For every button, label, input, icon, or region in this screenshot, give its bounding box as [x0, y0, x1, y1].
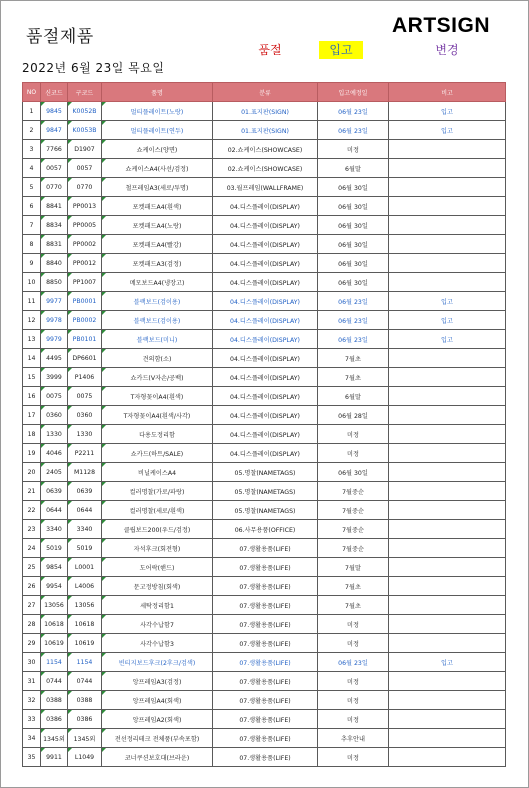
- category-cell: 04.디스플레이(DISPLAY): [213, 197, 318, 216]
- expected-date-cell: 7월초: [318, 368, 389, 387]
- out-of-stock-table: [22, 82, 506, 767]
- table-row: [23, 254, 506, 273]
- table-row: [23, 520, 506, 539]
- expected-date-cell: 06월 23일: [318, 102, 389, 121]
- expected-date-cell: 미정: [318, 444, 389, 463]
- table-row: [23, 330, 506, 349]
- category-cell: 04.디스플레이(DISPLAY): [213, 330, 318, 349]
- new-code-cell: 0388: [41, 691, 68, 710]
- product-name-cell: 문고정방침(회색): [102, 577, 213, 596]
- remark-cell: [389, 425, 506, 444]
- remark-cell: [389, 159, 506, 178]
- remark-cell: 입고: [389, 311, 506, 330]
- remark-cell: [389, 254, 506, 273]
- remark-cell: [389, 406, 506, 425]
- category-cell: 05.명찰(NAMETAGS): [213, 501, 318, 520]
- table-row: [23, 615, 506, 634]
- row-number-cell: 3: [23, 140, 41, 159]
- old-code-cell: 0075: [68, 387, 102, 406]
- remark-cell: [389, 729, 506, 748]
- row-number-cell: 33: [23, 710, 41, 729]
- remark-cell: [389, 520, 506, 539]
- remark-cell: [389, 463, 506, 482]
- old-code-cell: L1049: [68, 748, 102, 767]
- new-code-cell: 8850: [41, 273, 68, 292]
- report-date: 2022년 6월 23일 목요일: [22, 61, 165, 75]
- category-cell: 07.생활용품(LIFE): [213, 672, 318, 691]
- legend-restocked: 입고: [319, 41, 363, 59]
- expected-date-cell: 7월초: [318, 349, 389, 368]
- table-row: [23, 121, 506, 140]
- old-code-cell: PB0101: [68, 330, 102, 349]
- expected-date-cell: 미정: [318, 615, 389, 634]
- old-code-cell: 1345외: [68, 729, 102, 748]
- column-header: NO: [23, 83, 41, 102]
- remark-cell: [389, 596, 506, 615]
- old-code-cell: 0770: [68, 178, 102, 197]
- row-number-cell: 4: [23, 159, 41, 178]
- row-number-cell: 14: [23, 349, 41, 368]
- new-code-cell: 8831: [41, 235, 68, 254]
- product-name-cell: 자석후크(회전형): [102, 539, 213, 558]
- row-number-cell: 23: [23, 520, 41, 539]
- product-name-cell: 쇼케이스A4(사선/검정): [102, 159, 213, 178]
- product-name-cell: 멀티플레이트(연두): [102, 121, 213, 140]
- category-cell: 07.생활용품(LIFE): [213, 558, 318, 577]
- product-name-cell: 철프레임A3(세로/투명): [102, 178, 213, 197]
- row-number-cell: 15: [23, 368, 41, 387]
- column-header: 신코드: [41, 83, 68, 102]
- row-number-cell: 25: [23, 558, 41, 577]
- product-name-cell: 컬러명찰(세로/흰색): [102, 501, 213, 520]
- expected-date-cell: 7월초: [318, 596, 389, 615]
- table-row: [23, 634, 506, 653]
- remark-cell: [389, 197, 506, 216]
- table-row: [23, 140, 506, 159]
- row-number-cell: 30: [23, 653, 41, 672]
- product-name-cell: 쇼카드(하트/SALE): [102, 444, 213, 463]
- expected-date-cell: 6월말: [318, 159, 389, 178]
- row-number-cell: 6: [23, 197, 41, 216]
- remark-cell: [389, 577, 506, 596]
- remark-cell: [389, 235, 506, 254]
- old-code-cell: 10619: [68, 634, 102, 653]
- column-header: 비고: [389, 83, 506, 102]
- row-number-cell: 24: [23, 539, 41, 558]
- table-row: [23, 577, 506, 596]
- product-name-cell: 컬러명찰(가로/파랑): [102, 482, 213, 501]
- row-number-cell: 22: [23, 501, 41, 520]
- remark-cell: 입고: [389, 330, 506, 349]
- table-row: [23, 387, 506, 406]
- column-header: 품명: [102, 83, 213, 102]
- expected-date-cell: 7월중순: [318, 539, 389, 558]
- category-cell: 05.명찰(NAMETAGS): [213, 463, 318, 482]
- table-row: [23, 653, 506, 672]
- product-name-cell: 사각수납함7: [102, 615, 213, 634]
- product-name-cell: 포켓패드A3(검정): [102, 254, 213, 273]
- product-name-cell: 세탁정리함1: [102, 596, 213, 615]
- new-code-cell: 9954: [41, 577, 68, 596]
- product-name-cell: 블랙보드(검이용): [102, 292, 213, 311]
- remark-cell: [389, 349, 506, 368]
- new-code-cell: 2405: [41, 463, 68, 482]
- product-name-cell: 비닐케이스A4: [102, 463, 213, 482]
- category-cell: 04.디스플레이(DISPLAY): [213, 254, 318, 273]
- category-cell: 04.디스플레이(DISPLAY): [213, 368, 318, 387]
- new-code-cell: 10619: [41, 634, 68, 653]
- table-row: [23, 273, 506, 292]
- table-row: [23, 425, 506, 444]
- expected-date-cell: 7월말: [318, 558, 389, 577]
- expected-date-cell: 추후안내: [318, 729, 389, 748]
- expected-date-cell: 06월 30일: [318, 463, 389, 482]
- remark-cell: [389, 748, 506, 767]
- product-name-cell: 포켓패드A4(노랑): [102, 216, 213, 235]
- new-code-cell: 5019: [41, 539, 68, 558]
- row-number-cell: 31: [23, 672, 41, 691]
- expected-date-cell: 7월중순: [318, 482, 389, 501]
- table-row: [23, 501, 506, 520]
- old-code-cell: K0052B: [68, 102, 102, 121]
- legend-changed: 변경: [435, 43, 459, 57]
- old-code-cell: P2211: [68, 444, 102, 463]
- expected-date-cell: 미정: [318, 634, 389, 653]
- product-name-cell: 쇼카드(V자손/공백): [102, 368, 213, 387]
- row-number-cell: 13: [23, 330, 41, 349]
- category-cell: 04.디스플레이(DISPLAY): [213, 406, 318, 425]
- expected-date-cell: 미정: [318, 425, 389, 444]
- remark-cell: [389, 710, 506, 729]
- table-row: [23, 482, 506, 501]
- table-row: [23, 729, 506, 748]
- remark-cell: 입고: [389, 292, 506, 311]
- expected-date-cell: 06월 28일: [318, 406, 389, 425]
- remark-cell: [389, 482, 506, 501]
- new-code-cell: 4046: [41, 444, 68, 463]
- new-code-cell: 10618: [41, 615, 68, 634]
- row-number-cell: 32: [23, 691, 41, 710]
- brand-logo: ARTSIGN: [392, 14, 490, 37]
- category-cell: 07.생활용품(LIFE): [213, 691, 318, 710]
- column-header: 구코드: [68, 83, 102, 102]
- category-cell: 04.디스플레이(DISPLAY): [213, 273, 318, 292]
- category-cell: 07.생활용품(LIFE): [213, 539, 318, 558]
- table-row: [23, 539, 506, 558]
- row-number-cell: 29: [23, 634, 41, 653]
- category-cell: 07.생활용품(LIFE): [213, 634, 318, 653]
- remark-cell: [389, 615, 506, 634]
- row-number-cell: 5: [23, 178, 41, 197]
- table-row: [23, 311, 506, 330]
- category-cell: 07.생활용품(LIFE): [213, 653, 318, 672]
- old-code-cell: P1406: [68, 368, 102, 387]
- product-name-cell: 포켓패드A4(빨강): [102, 235, 213, 254]
- category-cell: 04.디스플레이(DISPLAY): [213, 387, 318, 406]
- new-code-cell: 0770: [41, 178, 68, 197]
- category-cell: 07.생활용품(LIFE): [213, 596, 318, 615]
- category-cell: 07.생활용품(LIFE): [213, 710, 318, 729]
- product-name-cell: 블랙보드(검이용): [102, 311, 213, 330]
- table-row: [23, 159, 506, 178]
- remark-cell: [389, 634, 506, 653]
- table-row: [23, 672, 506, 691]
- row-number-cell: 1: [23, 102, 41, 121]
- category-cell: 02.쇼케이스(SHOWCASE): [213, 159, 318, 178]
- old-code-cell: 0360: [68, 406, 102, 425]
- expected-date-cell: 06월 30일: [318, 197, 389, 216]
- expected-date-cell: 06월 30일: [318, 178, 389, 197]
- product-name-cell: 견의함(소): [102, 349, 213, 368]
- new-code-cell: 0386: [41, 710, 68, 729]
- category-cell: 04.디스플레이(DISPLAY): [213, 425, 318, 444]
- product-name-cell: 포켓패드A4(흰색): [102, 197, 213, 216]
- page-title: 품절제품: [26, 27, 94, 47]
- expected-date-cell: 7월초: [318, 577, 389, 596]
- old-code-cell: 3340: [68, 520, 102, 539]
- new-code-cell: 9854: [41, 558, 68, 577]
- expected-date-cell: 06월 23일: [318, 121, 389, 140]
- table-row: [23, 558, 506, 577]
- old-code-cell: PP0013: [68, 197, 102, 216]
- table-row: [23, 368, 506, 387]
- row-number-cell: 16: [23, 387, 41, 406]
- product-name-cell: 쇼케이스(양면): [102, 140, 213, 159]
- new-code-cell: 9847: [41, 121, 68, 140]
- old-code-cell: 0639: [68, 482, 102, 501]
- new-code-cell: 9845: [41, 102, 68, 121]
- table-row: [23, 596, 506, 615]
- row-number-cell: 19: [23, 444, 41, 463]
- old-code-cell: PP1007: [68, 273, 102, 292]
- remark-cell: [389, 539, 506, 558]
- table-row: [23, 235, 506, 254]
- row-number-cell: 17: [23, 406, 41, 425]
- old-code-cell: 0057: [68, 159, 102, 178]
- product-name-cell: 클립보드200(우드/검정): [102, 520, 213, 539]
- expected-date-cell: 06월 23일: [318, 292, 389, 311]
- category-cell: 04.디스플레이(DISPLAY): [213, 444, 318, 463]
- row-number-cell: 34: [23, 729, 41, 748]
- expected-date-cell: 06월 30일: [318, 254, 389, 273]
- table-row: [23, 197, 506, 216]
- new-code-cell: 1330: [41, 425, 68, 444]
- new-code-cell: 3340: [41, 520, 68, 539]
- product-name-cell: 도어락(핸드): [102, 558, 213, 577]
- expected-date-cell: 06월 23일: [318, 330, 389, 349]
- row-number-cell: 10: [23, 273, 41, 292]
- expected-date-cell: 06월 30일: [318, 235, 389, 254]
- category-cell: 04.디스플레이(DISPLAY): [213, 235, 318, 254]
- product-name-cell: 메모보드A4(냉장고): [102, 273, 213, 292]
- legend-out-of-stock: 품절: [258, 43, 282, 57]
- product-name-cell: 앙프레임A4(회색): [102, 691, 213, 710]
- new-code-cell: 0644: [41, 501, 68, 520]
- row-number-cell: 20: [23, 463, 41, 482]
- old-code-cell: PP0005: [68, 216, 102, 235]
- category-cell: 01.표지판(SIGN): [213, 121, 318, 140]
- remark-cell: [389, 691, 506, 710]
- row-number-cell: 18: [23, 425, 41, 444]
- product-name-cell: 앙프레임A3(검정): [102, 672, 213, 691]
- remark-cell: 입고: [389, 653, 506, 672]
- table-row: [23, 178, 506, 197]
- remark-cell: 입고: [389, 102, 506, 121]
- product-name-cell: 전선정리테크 전체품(부속포함): [102, 729, 213, 748]
- row-number-cell: 8: [23, 235, 41, 254]
- old-code-cell: 0388: [68, 691, 102, 710]
- new-code-cell: 1154: [41, 653, 68, 672]
- product-name-cell: 멀티플레이트(노랑): [102, 102, 213, 121]
- product-name-cell: 앙프레임A2(회색): [102, 710, 213, 729]
- category-cell: 03.월프레임(WALLFRAME): [213, 178, 318, 197]
- old-code-cell: 0744: [68, 672, 102, 691]
- new-code-cell: 8840: [41, 254, 68, 273]
- expected-date-cell: 06월 23일: [318, 311, 389, 330]
- table-row: [23, 444, 506, 463]
- new-code-cell: 9979: [41, 330, 68, 349]
- row-number-cell: 12: [23, 311, 41, 330]
- expected-date-cell: 미정: [318, 691, 389, 710]
- category-cell: 02.쇼케이스(SHOWCASE): [213, 140, 318, 159]
- remark-cell: [389, 178, 506, 197]
- product-name-cell: T자형꽂이A4(흰색/사각): [102, 406, 213, 425]
- product-name-cell: 코너쿠션보호대(브라운): [102, 748, 213, 767]
- row-number-cell: 26: [23, 577, 41, 596]
- row-number-cell: 9: [23, 254, 41, 273]
- new-code-cell: 0057: [41, 159, 68, 178]
- table-row: [23, 691, 506, 710]
- old-code-cell: PP0012: [68, 254, 102, 273]
- new-code-cell: 1345외: [41, 729, 68, 748]
- old-code-cell: 1330: [68, 425, 102, 444]
- category-cell: 01.표지판(SIGN): [213, 102, 318, 121]
- column-header: 분류: [213, 83, 318, 102]
- category-cell: 07.생활용품(LIFE): [213, 577, 318, 596]
- old-code-cell: L4006: [68, 577, 102, 596]
- remark-cell: [389, 273, 506, 292]
- old-code-cell: 5019: [68, 539, 102, 558]
- category-cell: 05.명찰(NAMETAGS): [213, 482, 318, 501]
- new-code-cell: 0639: [41, 482, 68, 501]
- old-code-cell: 10618: [68, 615, 102, 634]
- product-name-cell: T자형꽂이A4(흰색): [102, 387, 213, 406]
- row-number-cell: 7: [23, 216, 41, 235]
- new-code-cell: 7766: [41, 140, 68, 159]
- product-name-cell: 빈티지보드후크(2후크/검색): [102, 653, 213, 672]
- product-name-cell: 다용도정리함: [102, 425, 213, 444]
- remark-cell: [389, 501, 506, 520]
- category-cell: 04.디스플레이(DISPLAY): [213, 292, 318, 311]
- row-number-cell: 35: [23, 748, 41, 767]
- expected-date-cell: 미정: [318, 710, 389, 729]
- column-header: 입고예정일: [318, 83, 389, 102]
- new-code-cell: 9911: [41, 748, 68, 767]
- new-code-cell: 13056: [41, 596, 68, 615]
- old-code-cell: K0053B: [68, 121, 102, 140]
- old-code-cell: D1907: [68, 140, 102, 159]
- expected-date-cell: 6월말: [318, 387, 389, 406]
- remark-cell: [389, 672, 506, 691]
- new-code-cell: 4495: [41, 349, 68, 368]
- old-code-cell: PP0002: [68, 235, 102, 254]
- expected-date-cell: 06월 30일: [318, 273, 389, 292]
- table-row: [23, 406, 506, 425]
- new-code-cell: 0075: [41, 387, 68, 406]
- remark-cell: 입고: [389, 121, 506, 140]
- row-number-cell: 28: [23, 615, 41, 634]
- old-code-cell: 0386: [68, 710, 102, 729]
- row-number-cell: 11: [23, 292, 41, 311]
- new-code-cell: 9977: [41, 292, 68, 311]
- old-code-cell: L0001: [68, 558, 102, 577]
- table-row: [23, 748, 506, 767]
- expected-date-cell: 06월 30일: [318, 216, 389, 235]
- new-code-cell: 8841: [41, 197, 68, 216]
- table-row: [23, 216, 506, 235]
- category-cell: 07.생활용품(LIFE): [213, 748, 318, 767]
- new-code-cell: 0360: [41, 406, 68, 425]
- category-cell: 07.생활용품(LIFE): [213, 729, 318, 748]
- old-code-cell: DP6601: [68, 349, 102, 368]
- expected-date-cell: 7월중순: [318, 520, 389, 539]
- category-cell: 07.생활용품(LIFE): [213, 615, 318, 634]
- category-cell: 04.디스플레이(DISPLAY): [213, 216, 318, 235]
- new-code-cell: 0744: [41, 672, 68, 691]
- table-row: [23, 710, 506, 729]
- new-code-cell: 9978: [41, 311, 68, 330]
- product-name-cell: 블랙보드(미니): [102, 330, 213, 349]
- remark-cell: [389, 444, 506, 463]
- old-code-cell: PB0001: [68, 292, 102, 311]
- row-number-cell: 27: [23, 596, 41, 615]
- category-cell: 04.디스플레이(DISPLAY): [213, 311, 318, 330]
- new-code-cell: 3999: [41, 368, 68, 387]
- remark-cell: [389, 140, 506, 159]
- table-header-row: [23, 83, 506, 102]
- table-row: [23, 349, 506, 368]
- expected-date-cell: 미정: [318, 140, 389, 159]
- old-code-cell: 0644: [68, 501, 102, 520]
- remark-cell: [389, 216, 506, 235]
- old-code-cell: M1128: [68, 463, 102, 482]
- table-row: [23, 292, 506, 311]
- old-code-cell: 1154: [68, 653, 102, 672]
- table-row: [23, 102, 506, 121]
- expected-date-cell: 미정: [318, 748, 389, 767]
- row-number-cell: 2: [23, 121, 41, 140]
- expected-date-cell: 7월중순: [318, 501, 389, 520]
- category-cell: 06.사무용품(OFFICE): [213, 520, 318, 539]
- old-code-cell: 13056: [68, 596, 102, 615]
- category-cell: 04.디스플레이(DISPLAY): [213, 349, 318, 368]
- table-row: [23, 463, 506, 482]
- remark-cell: [389, 368, 506, 387]
- product-name-cell: 사각수납함3: [102, 634, 213, 653]
- remark-cell: [389, 558, 506, 577]
- row-number-cell: 21: [23, 482, 41, 501]
- expected-date-cell: 06월 23일: [318, 653, 389, 672]
- remark-cell: [389, 387, 506, 406]
- old-code-cell: PB0002: [68, 311, 102, 330]
- expected-date-cell: 미정: [318, 672, 389, 691]
- new-code-cell: 8834: [41, 216, 68, 235]
